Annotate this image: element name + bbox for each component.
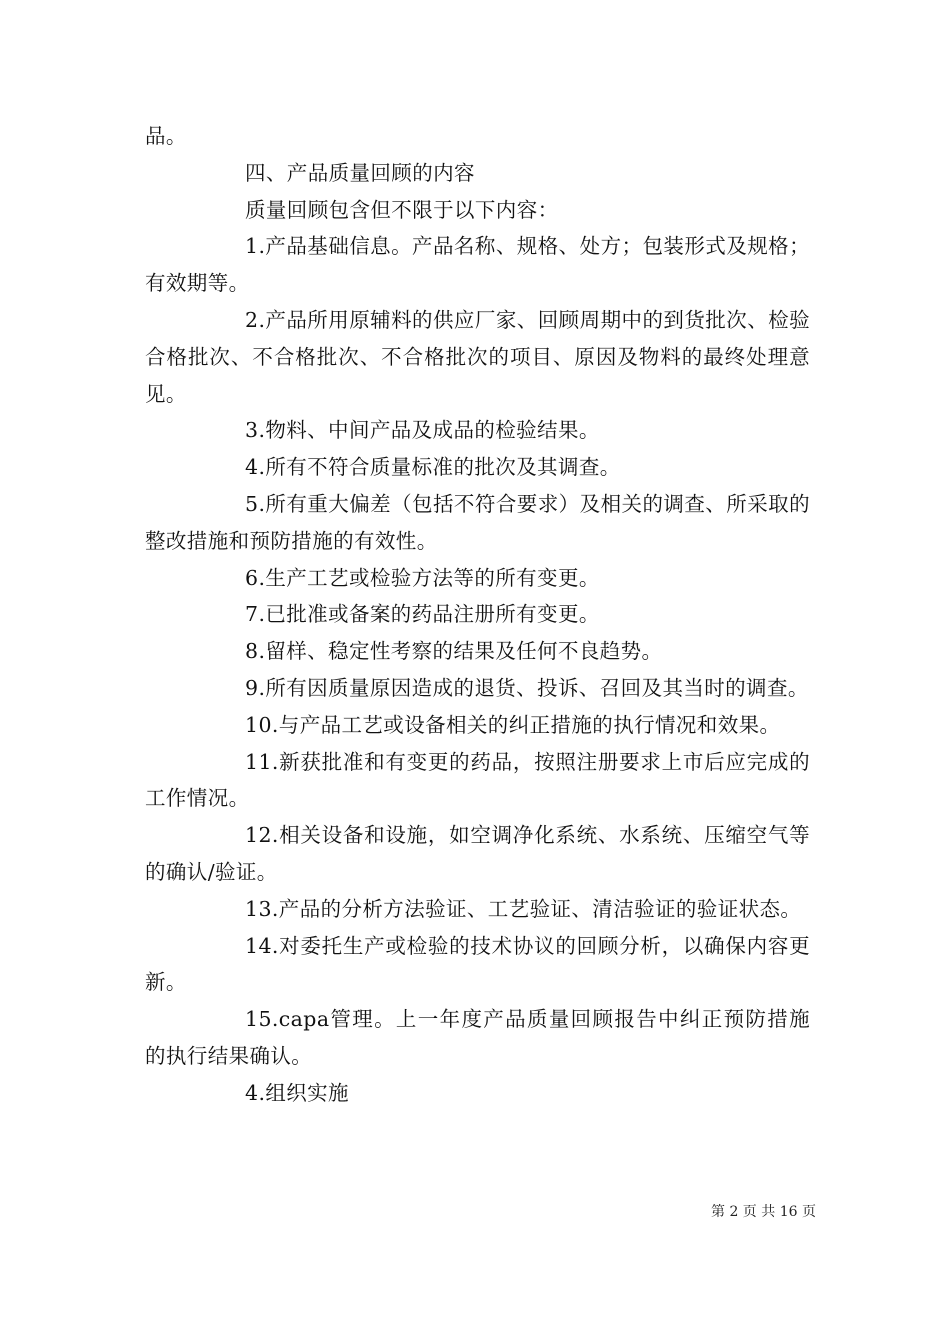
list-item-11: 11.新获批准和有变更的药品，按照注册要求上市后应完成的工作情况。 — [145, 749, 810, 811]
page-number-footer: 第 2 页 共 16 页 — [711, 1204, 816, 1220]
list-item-13: 13.产品的分析方法验证、工艺验证、清洁验证的验证状态。 — [245, 896, 802, 921]
paragraph-continuation: 品。 — [145, 124, 187, 148]
list-item-1: 1.产品基础信息。产品名称、规格、处方；包装形式及规格；有效期等。 — [145, 234, 810, 296]
list-item-4: 4.所有不符合质量标准的批次及其调查。 — [245, 455, 621, 480]
list-item-15: 15.capa管理。上一年度产品质量回顾报告中纠正预防措施的执行结果确认。 — [145, 1007, 810, 1068]
list-item-2: 2.产品所用原辅料的供应厂家、回顾周期中的到货批次、检验合格批次、不合格批次、不合格批次的项目、原因及物料的最终处理意见。 — [145, 307, 810, 406]
list-item-12: 12.相关设备和设施，如空调净化系统、水系统、压缩空气等的确认/验证。 — [145, 823, 810, 884]
list-item-5: 5.所有重大偏差（包括不符合要求）及相关的调查、所采取的整改措施和预防措施的有效性。 — [145, 491, 810, 553]
list-item-14: 14.对委托生产或检验的技术协议的回顾分析，以确保内容更新。 — [145, 933, 810, 995]
paragraph-intro: 质量回顾包含但不限于以下内容： — [245, 197, 559, 222]
list-item-7: 7.已批准或备案的药品注册所有变更。 — [245, 602, 600, 627]
section-subheading: 4.组织实施 — [245, 1080, 349, 1105]
list-item-3: 3.物料、中间产品及成品的检验结果。 — [245, 418, 600, 443]
list-item-6: 6.生产工艺或检验方法等的所有变更。 — [245, 565, 600, 590]
document-body — [145, 118, 810, 1112]
list-item-10: 10.与产品工艺或设备相关的纠正措施的执行情况和效果。 — [245, 712, 781, 737]
list-item-8: 8.留样、稳定性考察的结果及任何不良趋势。 — [245, 639, 663, 664]
section-heading: 四、产品质量回顾的内容 — [245, 160, 475, 185]
list-item-9: 9.所有因质量原因造成的退货、投诉、召回及其当时的调查。 — [245, 675, 809, 700]
